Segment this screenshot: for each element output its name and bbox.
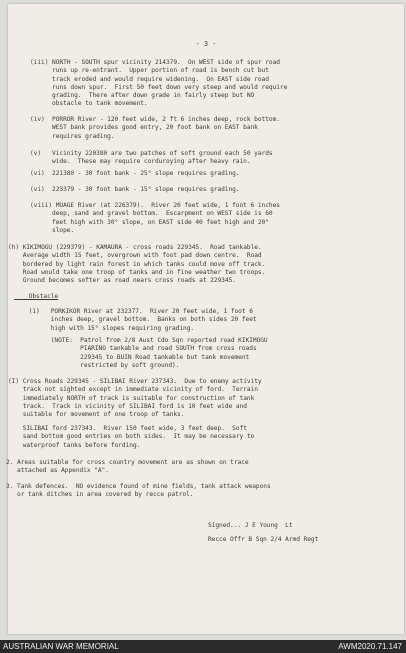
page-number: - 3 - bbox=[195, 40, 217, 48]
document-page bbox=[8, 4, 404, 634]
paragraph-v: (v) Vicinity 220380 are two patches of soft ground each 50 yards wide. These may require corduroying after heavy rain. bbox=[30, 150, 273, 166]
footer-accession-number: AWM2020.71.147 bbox=[338, 642, 402, 651]
footer-institution: AUSTRALIAN WAR MEMORIAL bbox=[3, 642, 119, 651]
signature-line: Signed... J E Young Lt bbox=[208, 522, 293, 529]
paragraph-vi-a: (vi) 221380 - 30 foot bank - 25° slope requires grading. bbox=[30, 170, 240, 177]
paragraph-3: 3. Tank defences. NO evidence found of mine fields, tank attack weapons or tank ditches in area covered by recce patrol. bbox=[6, 483, 271, 499]
paragraph-viii: (viii) MUAGE River (at 226379). River 20 feet wide, 1 foot 6 inches deep, sand and gravel bottom. Escarpment on WEST side is 60 feet high with 30° slope, on EAST side 40 feet high and 20° slope. bbox=[30, 202, 280, 234]
paragraph-vi-b: (vi) 223379 - 30 foot bank - 15° slope requires grading. bbox=[30, 186, 240, 193]
note-paragraph: (NOTE: Patrol from 2/8 Aust Cdo Sqn reported road KIKIMOGU PIARINO tankable and road SOUTH from cross roads 229345 to BUIN Road tankable but tank movement restricted by soft ground). bbox=[50, 337, 268, 369]
paragraph-h: (h) KIKIMOGU (229379) - KAMAURA - cross roads 229345. Road tankable. Average width 15 feet, overgrown with foot pad down centre. Road bordered by light rain forest in which tanks could move off track. Road would take one troop of tanks and in fine weather two troops. Ground becomes softer as road nears cross roads at 229345. bbox=[8, 244, 266, 285]
paragraph-2: 2. Areas suitable for cross country movement are as shown on trace attached as Appendix "A". bbox=[6, 459, 249, 475]
signature-title: Recce Offr B Sqn 2/4 Armd Regt bbox=[208, 536, 319, 543]
obstacle-i: (i) PORKIKOR River at 232377. River 20 feet wide, 1 foot 6 inches deep, gravel bottom. Banks on both sides 20 feet high with 15° slopes requiring grading. bbox=[28, 308, 257, 332]
archive-footer bbox=[0, 640, 406, 653]
paragraph-iii: (iii) NORTH - SOUTH spur vicinity 214379. On WEST side of spur road runs up re-entrant. Upper portion of road is bench cut but track eroded and would require widening. On EAST side road runs down spur. First 50 feet down very steep and would require grading. There after down grade in fairly steep but NO obstacle to tank movement. bbox=[30, 59, 288, 108]
paragraph-iv: (iv) PORROR River - 120 feet wide, 2 ft 6 inches deep, rock bottom. WEST bank provides good entry, 20 foot bank on EAST bank requires grading. bbox=[30, 116, 280, 140]
silibai-ford-paragraph: SILIBAI ford 237343. River 150 feet wide, 3 feet deep. Soft sand bottom good entries on both sides. It may be necessary to waterproof tanks before fording. bbox=[22, 425, 255, 449]
obstacle-heading: Obstacle bbox=[14, 293, 59, 300]
paragraph-I: (I) Cross Roads 229345 - SILIBAI River 237343. Due to enemy activity track not sighted except in immediate vicinity of ford. Terrain immediately NORTH of track is suitable for construction of tank track. Track in vicinity of SILIBAI ford is 10 feet wide and suitable for movement of one troop of tanks. bbox=[8, 378, 262, 419]
